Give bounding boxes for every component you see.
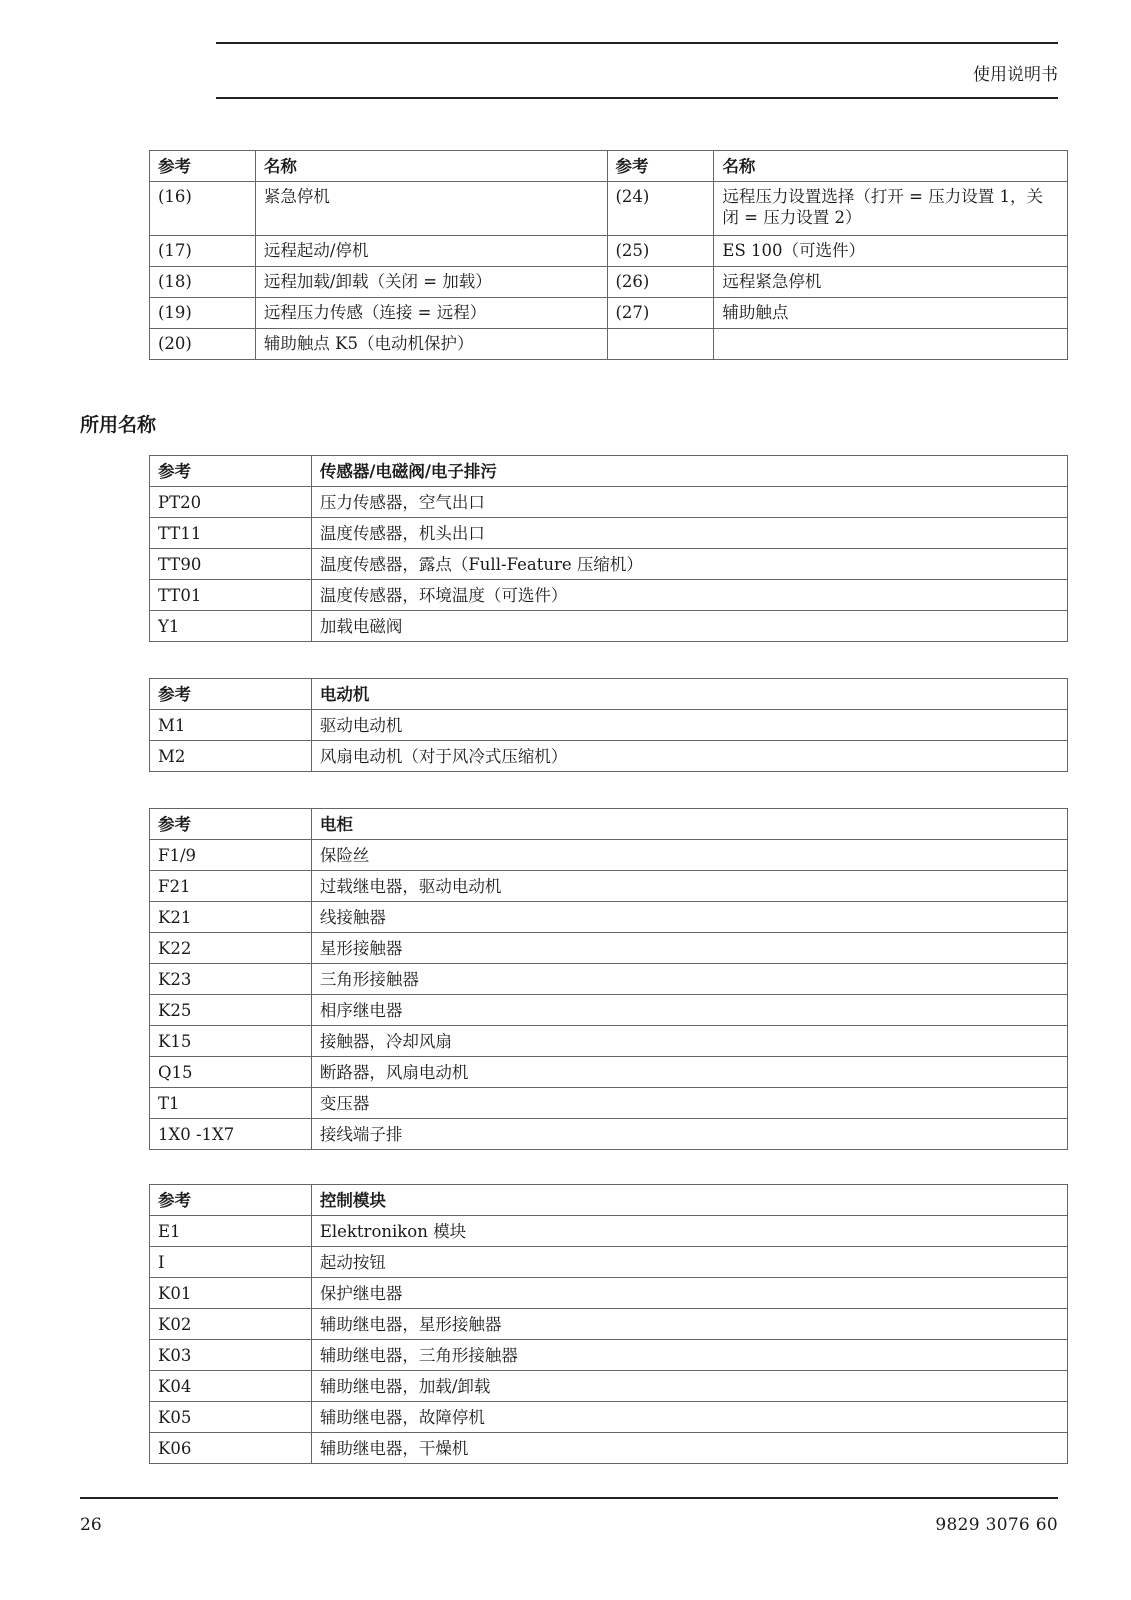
header-top-rule bbox=[216, 42, 1058, 44]
name-cell: ES 100（可选件） bbox=[714, 236, 1068, 267]
header-cell: 电动机 bbox=[311, 679, 1067, 710]
table-row bbox=[150, 329, 1068, 360]
header-cell: 名称 bbox=[255, 151, 607, 182]
ref-cell bbox=[607, 329, 714, 360]
table-row bbox=[150, 1402, 1068, 1433]
name-cell: 相序继电器 bbox=[311, 995, 1067, 1026]
ref-cell: (19) bbox=[150, 298, 256, 329]
table-row bbox=[150, 1433, 1068, 1464]
name-cell: 风扇电动机（对于风冷式压缩机） bbox=[311, 741, 1067, 772]
ref-cell: F1/9 bbox=[150, 840, 312, 871]
ref-cell: M2 bbox=[150, 741, 312, 772]
name-cell: 三角形接触器 bbox=[311, 964, 1067, 995]
name-cell: 保险丝 bbox=[311, 840, 1067, 871]
name-cell bbox=[714, 329, 1068, 360]
table-row bbox=[150, 1088, 1068, 1119]
ref-cell: TT11 bbox=[150, 518, 312, 549]
name-cell: 断路器，风扇电动机 bbox=[311, 1057, 1067, 1088]
ref-cell: (26) bbox=[607, 267, 714, 298]
header-cell: 参考 bbox=[607, 151, 714, 182]
table-row bbox=[150, 518, 1068, 549]
ref-cell: K21 bbox=[150, 902, 312, 933]
name-cell: 辅助继电器，故障停机 bbox=[311, 1402, 1067, 1433]
header-cell: 电柜 bbox=[311, 809, 1067, 840]
table-header-row bbox=[150, 456, 1068, 487]
name-cell: 压力传感器，空气出口 bbox=[311, 487, 1067, 518]
header-title: 使用说明书 bbox=[973, 65, 1058, 85]
table-row bbox=[150, 1371, 1068, 1402]
name-cell: 辅助继电器，三角形接触器 bbox=[311, 1340, 1067, 1371]
ref-cell: K04 bbox=[150, 1371, 312, 1402]
name-cell: 辅助继电器，加载/卸载 bbox=[311, 1371, 1067, 1402]
header-cell: 参考 bbox=[150, 679, 312, 710]
header-cell: 传感器/电磁阀/电子排污 bbox=[311, 456, 1067, 487]
ref-cell: (20) bbox=[150, 329, 256, 360]
ref-cell: Q15 bbox=[150, 1057, 312, 1088]
name-cell: 远程紧急停机 bbox=[714, 267, 1068, 298]
ref-cell: (25) bbox=[607, 236, 714, 267]
table-row bbox=[150, 487, 1068, 518]
header-cell: 控制模块 bbox=[311, 1185, 1067, 1216]
section-heading: 所用名称 bbox=[80, 414, 157, 436]
name-cell: 接线端子排 bbox=[311, 1119, 1067, 1150]
table-row bbox=[150, 840, 1068, 871]
table-row bbox=[150, 1216, 1068, 1247]
table-row bbox=[150, 741, 1068, 772]
table-row bbox=[150, 1057, 1068, 1088]
ref-cell: F21 bbox=[150, 871, 312, 902]
table-row bbox=[150, 611, 1068, 642]
name-cell: 辅助触点 K5（电动机保护） bbox=[255, 329, 607, 360]
footer-rule bbox=[80, 1497, 1058, 1499]
name-cell: 远程压力传感（连接 = 远程） bbox=[255, 298, 607, 329]
table-row bbox=[150, 236, 1068, 267]
header-cell: 名称 bbox=[714, 151, 1068, 182]
header-cell: 参考 bbox=[150, 1185, 312, 1216]
table-row bbox=[150, 710, 1068, 741]
control-table bbox=[149, 1184, 1068, 1464]
name-cell: 过载继电器，驱动电动机 bbox=[311, 871, 1067, 902]
table-header-row bbox=[150, 1185, 1068, 1216]
motors-table bbox=[149, 678, 1068, 772]
name-cell: 远程加载/卸载（关闭 = 加载） bbox=[255, 267, 607, 298]
ref-cell: K02 bbox=[150, 1309, 312, 1340]
header-bottom-rule bbox=[216, 97, 1058, 99]
header-cell: 参考 bbox=[150, 456, 312, 487]
ref-cell: K05 bbox=[150, 1402, 312, 1433]
table-row bbox=[150, 298, 1068, 329]
ref-cell: (16) bbox=[150, 182, 256, 236]
table-header-row bbox=[150, 809, 1068, 840]
table-row bbox=[150, 182, 1068, 236]
name-cell: 起动按钮 bbox=[311, 1247, 1067, 1278]
name-cell: 保护继电器 bbox=[311, 1278, 1067, 1309]
header-cell: 参考 bbox=[150, 809, 312, 840]
table-row bbox=[150, 933, 1068, 964]
table-row bbox=[150, 549, 1068, 580]
table-row bbox=[150, 1119, 1068, 1150]
name-cell: 线接触器 bbox=[311, 902, 1067, 933]
table-row bbox=[150, 267, 1068, 298]
table-row bbox=[150, 964, 1068, 995]
name-cell: 接触器，冷却风扇 bbox=[311, 1026, 1067, 1057]
ref-cell: (17) bbox=[150, 236, 256, 267]
ref-cell: K23 bbox=[150, 964, 312, 995]
refs-table bbox=[149, 150, 1068, 360]
ref-cell: 1X0 -1X7 bbox=[150, 1119, 312, 1150]
ref-cell: E1 bbox=[150, 1216, 312, 1247]
ref-cell: TT90 bbox=[150, 549, 312, 580]
ref-cell: M1 bbox=[150, 710, 312, 741]
table-row bbox=[150, 580, 1068, 611]
ref-cell: TT01 bbox=[150, 580, 312, 611]
table-row bbox=[150, 1340, 1068, 1371]
name-cell: 变压器 bbox=[311, 1088, 1067, 1119]
name-cell: 温度传感器，机头出口 bbox=[311, 518, 1067, 549]
ref-cell: PT20 bbox=[150, 487, 312, 518]
ref-cell: K06 bbox=[150, 1433, 312, 1464]
name-cell: 驱动电动机 bbox=[311, 710, 1067, 741]
header-cell: 参考 bbox=[150, 151, 256, 182]
ref-cell: K22 bbox=[150, 933, 312, 964]
name-cell: 辅助继电器，干燥机 bbox=[311, 1433, 1067, 1464]
ref-cell: K15 bbox=[150, 1026, 312, 1057]
name-cell: 温度传感器，环境温度（可选件） bbox=[311, 580, 1067, 611]
ref-cell: T1 bbox=[150, 1088, 312, 1119]
ref-cell: (27) bbox=[607, 298, 714, 329]
name-cell: 紧急停机 bbox=[255, 182, 607, 236]
table-row bbox=[150, 1026, 1068, 1057]
name-cell: 远程起动/停机 bbox=[255, 236, 607, 267]
table-header-row bbox=[150, 679, 1068, 710]
table-row bbox=[150, 871, 1068, 902]
ref-cell: (18) bbox=[150, 267, 256, 298]
page-number: 26 bbox=[80, 1515, 102, 1535]
ref-cell: K03 bbox=[150, 1340, 312, 1371]
cabinet-table bbox=[149, 808, 1068, 1150]
table-row bbox=[150, 1309, 1068, 1340]
ref-cell: I bbox=[150, 1247, 312, 1278]
name-cell: 辅助继电器，星形接触器 bbox=[311, 1309, 1067, 1340]
name-cell: 温度传感器，露点（Full-Feature 压缩机） bbox=[311, 549, 1067, 580]
table-row bbox=[150, 902, 1068, 933]
ref-cell: Y1 bbox=[150, 611, 312, 642]
name-cell: 远程压力设置选择（打开 = 压力设置 1，关闭 = 压力设置 2） bbox=[714, 182, 1068, 236]
document-code: 9829 3076 60 bbox=[935, 1515, 1058, 1535]
name-cell: Elektronikon 模块 bbox=[311, 1216, 1067, 1247]
name-cell: 辅助触点 bbox=[714, 298, 1068, 329]
ref-cell: (24) bbox=[607, 182, 714, 236]
table-row bbox=[150, 1247, 1068, 1278]
table-row bbox=[150, 1278, 1068, 1309]
sensors-table bbox=[149, 455, 1068, 642]
ref-cell: K25 bbox=[150, 995, 312, 1026]
ref-cell: K01 bbox=[150, 1278, 312, 1309]
name-cell: 加载电磁阀 bbox=[311, 611, 1067, 642]
table-row bbox=[150, 995, 1068, 1026]
table-header-row bbox=[150, 151, 1068, 182]
name-cell: 星形接触器 bbox=[311, 933, 1067, 964]
